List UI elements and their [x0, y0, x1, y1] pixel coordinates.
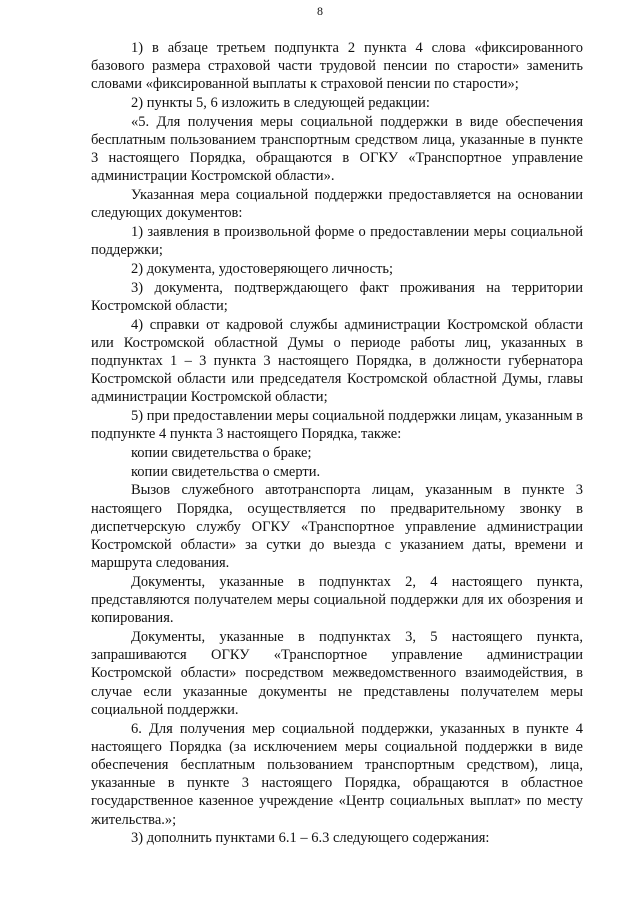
paragraph: копии свидетельства о браке;	[131, 444, 312, 461]
paragraph: 4) справки от кадровой службы администрации Костромской области или Костромской областной Думы о периоде работы лиц, указанных в подпунктах 1 – 3 пункта 3 настоящего Порядка, в должности губернатора Костромской области или председателя Костромской областной Думы, главы администрации Костромской области;	[91, 316, 583, 406]
paragraph: 2) документа, удостоверяющего личность;	[131, 260, 394, 277]
paragraph: 1) заявления в произвольной форме о предоставлении меры социальной поддержки;	[91, 224, 583, 259]
page-number: 8	[317, 4, 323, 18]
paragraph: 6. Для получения мер социальной поддержки, указанных в пункте 4 настоящего Порядка (за исключением меры социальной поддержки в виде обеспечения бесплатным пользованием транспортным средством), лица, указанные в пункте 3 настоящего Порядка, обращаются в областное государственное казенное учреждение «Центр социальных выплат» по месту жительства.»;	[91, 720, 583, 828]
paragraph: Вызов служебного автотранспорта лицам, указанным в пункте 3 настоящего Порядка, осуществляется по предварительному звонку в диспетчерскую службу ОГКУ «Транспортное управление администрации Костромской области» за сутки до выезда с указанием даты, времени и маршрута следования.	[91, 482, 583, 572]
paragraph: Документы, указанные в подпунктах 2, 4 настоящего пункта, представляются получателем меры социальной поддержки для их обозрения и копирования.	[91, 573, 583, 627]
paragraph: 3) дополнить пунктами 6.1 – 6.3 следующего содержания:	[131, 830, 490, 847]
paragraph: Указанная мера социальной поддержки предоставляется на основании следующих документов:	[91, 187, 583, 222]
paragraph: «5. Для получения меры социальной поддержки в виде обеспечения бесплатным пользованием транспортным средством лица, указанные в пункте 3 настоящего Порядка, обращаются в ОГКУ «Транспортное управление администрации Костромской области».	[91, 113, 583, 185]
paragraph: копии свидетельства о смерти.	[131, 463, 321, 480]
document-body	[91, 39, 583, 847]
paragraph: 5) при предоставлении меры социальной поддержки лицам, указанным в подпункте 4 пункта 3 настоящего Порядка, также:	[91, 408, 583, 443]
paragraph: 1) в абзаце третьем подпункта 2 пункта 4 слова «фиксированного базового размера страховой части трудовой пенсии по старости» заменить словами «фиксированной выплаты к страховой пенсии по старости»;	[91, 40, 583, 93]
paragraph: Документы, указанные в подпунктах 3, 5 настоящего пункта, запрашиваются ОГКУ «Транспортное управление администрации Костромской области» посредством межведомственного взаимодействия, в случае если указанные документы не представлены получателем меры социальной поддержки.	[91, 629, 583, 718]
paragraph: 2) пункты 5, 6 изложить в следующей редакции:	[131, 95, 430, 112]
paragraph: 3) документа, подтверждающего факт проживания на территории Костромской области;	[91, 279, 583, 314]
